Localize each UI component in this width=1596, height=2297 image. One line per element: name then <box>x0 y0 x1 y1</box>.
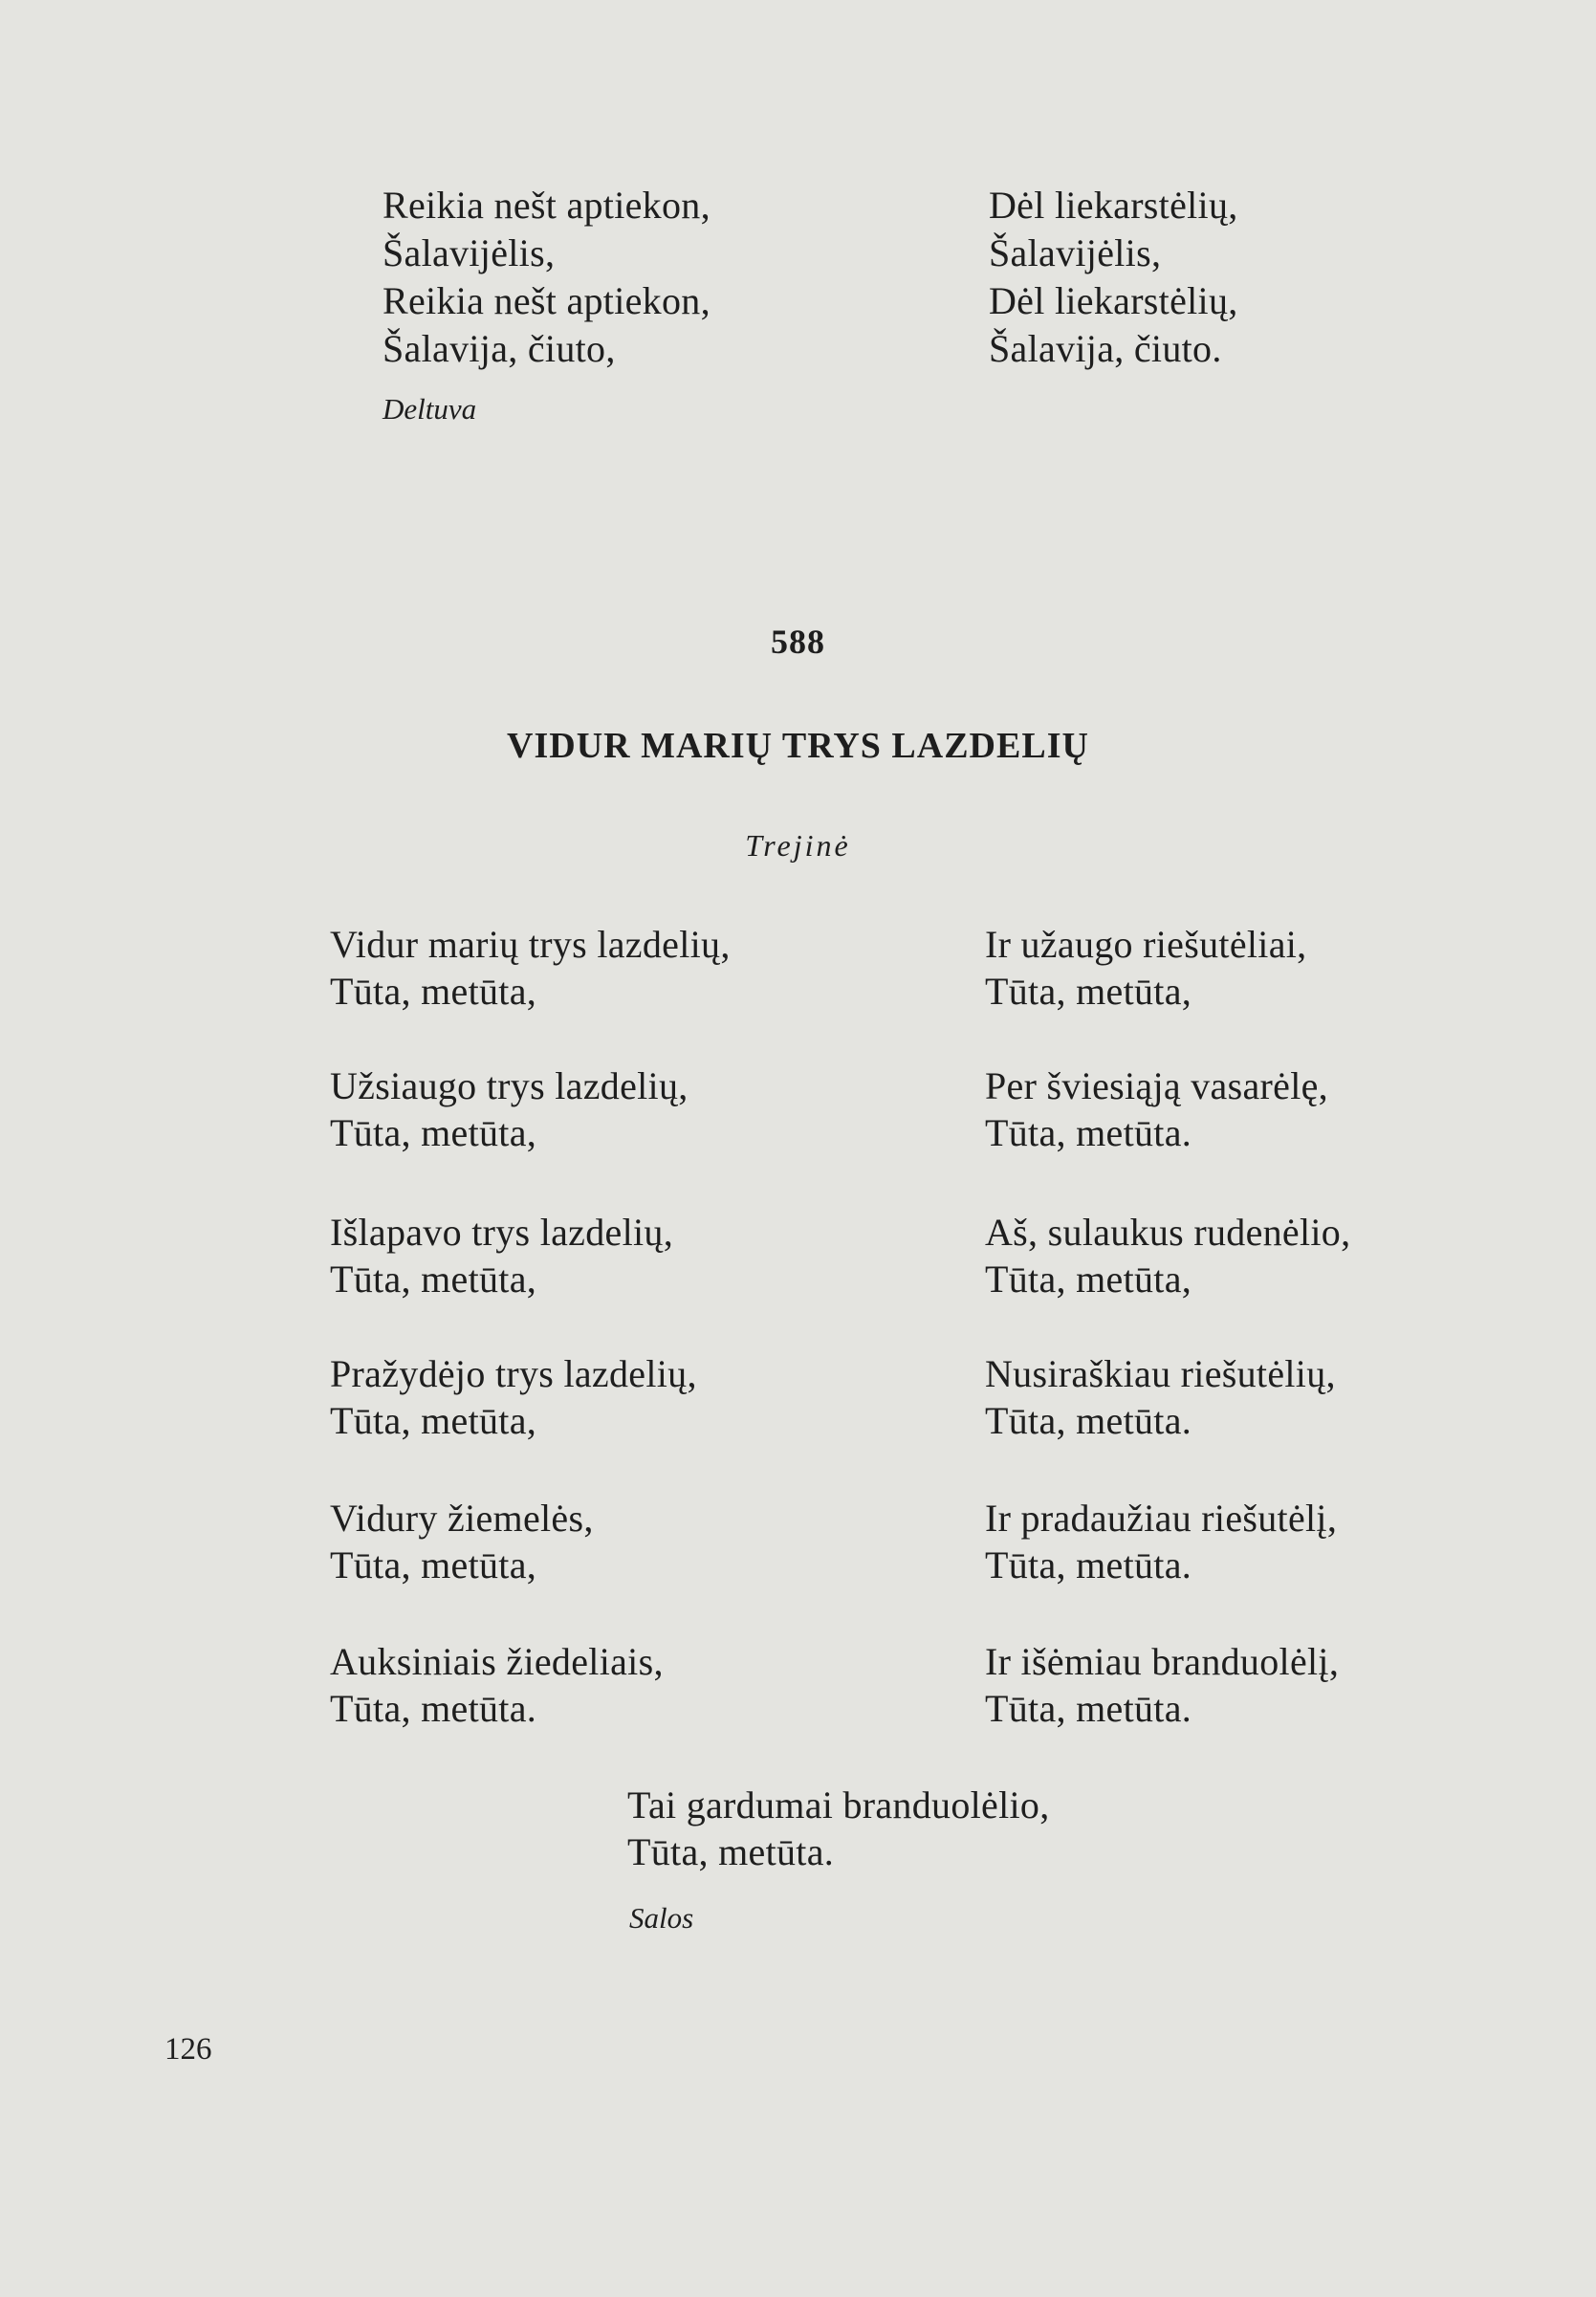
verse-line: Nusiraškiau riešutėlių, <box>985 1352 1336 1395</box>
left-verse-2 <box>330 1062 689 1156</box>
verse-line: Tūta, metūta. <box>627 1830 835 1873</box>
right-verse-5 <box>985 1495 1337 1588</box>
verse-line: Dėl liekarstėlių, <box>989 279 1238 322</box>
song-title: VIDUR MARIŲ TRYS LAZDELIŲ <box>507 726 1089 766</box>
left-verse-3 <box>330 1209 673 1302</box>
verse-line: Šalavija, čiuto. <box>989 327 1222 370</box>
verse-line: Tūta, metūta, <box>330 1543 537 1586</box>
verse-line: Tūta, metūta. <box>985 1543 1192 1586</box>
right-verse-2 <box>985 1062 1328 1156</box>
place-name-top: Deltuva <box>383 392 477 426</box>
song-number: 588 <box>771 623 825 661</box>
right-verse-6 <box>985 1638 1339 1732</box>
verse-line: Tai gardumai branduolėlio, <box>627 1783 1050 1827</box>
verse-line: Tūta, metūta, <box>330 1399 537 1442</box>
verse-line: Dėl liekarstėlių, <box>989 184 1238 227</box>
verse-line: Ir išėmiau branduolėlį, <box>985 1640 1340 1683</box>
verse-line: Šalavija, čiuto, <box>383 327 616 370</box>
verse-line: Vidur marių trys lazdelių, <box>330 923 731 966</box>
verse-line: Reikia nešt aptiekon, <box>383 184 711 227</box>
verse-line: Tūta, metūta. <box>985 1111 1192 1154</box>
left-verse-6 <box>330 1638 664 1732</box>
verse-line: Vidury žiemelės, <box>330 1497 594 1540</box>
verse-line: Tūta, metūta. <box>330 1687 537 1730</box>
verse-line: Tūta, metūta, <box>330 1111 537 1154</box>
verse-line: Užsiaugo trys lazdelių, <box>330 1064 689 1107</box>
verse-line: Tūta, metūta. <box>985 1687 1192 1730</box>
verse-line: Tūta, metūta. <box>985 1399 1192 1442</box>
verse-line: Reikia nešt aptiekon, <box>383 279 711 322</box>
left-verse-5 <box>330 1495 594 1588</box>
verse-line: Išlapavo trys lazdelių, <box>330 1211 674 1254</box>
verse-line: Aš, sulaukus rudenėlio, <box>985 1211 1351 1254</box>
right-verse-1 <box>985 921 1306 1015</box>
verse-line: Tūta, metūta, <box>330 970 537 1013</box>
verse-line: Tūta, metūta, <box>985 1258 1192 1301</box>
verse-line: Per šviesiąją vasarėlę, <box>985 1064 1328 1107</box>
verse-line: Tūta, metūta, <box>330 1258 537 1301</box>
left-verse-1 <box>330 921 731 1015</box>
verse-line: Ir pradaužiau riešutėlį, <box>985 1497 1338 1540</box>
verse-line: Tūta, metūta, <box>985 970 1192 1013</box>
place-name-bottom: Salos <box>629 1901 694 1935</box>
song-subtitle: Trejinė <box>745 828 851 863</box>
verse-line: Pražydėjo trys lazdelių, <box>330 1352 697 1395</box>
verse-line: Šalavijėlis, <box>383 231 556 274</box>
verse-line: Šalavijėlis, <box>989 231 1162 274</box>
right-verse-4 <box>985 1350 1336 1444</box>
top-left-stanza <box>383 182 711 373</box>
left-verse-4 <box>330 1350 697 1444</box>
final-verse <box>627 1782 1050 1875</box>
verse-line: Auksiniais žiedeliais, <box>330 1640 664 1683</box>
page-number: 126 <box>164 2032 212 2067</box>
right-verse-3 <box>985 1209 1350 1302</box>
top-right-stanza <box>989 182 1238 373</box>
verse-line: Ir užaugo riešutėliai, <box>985 923 1307 966</box>
